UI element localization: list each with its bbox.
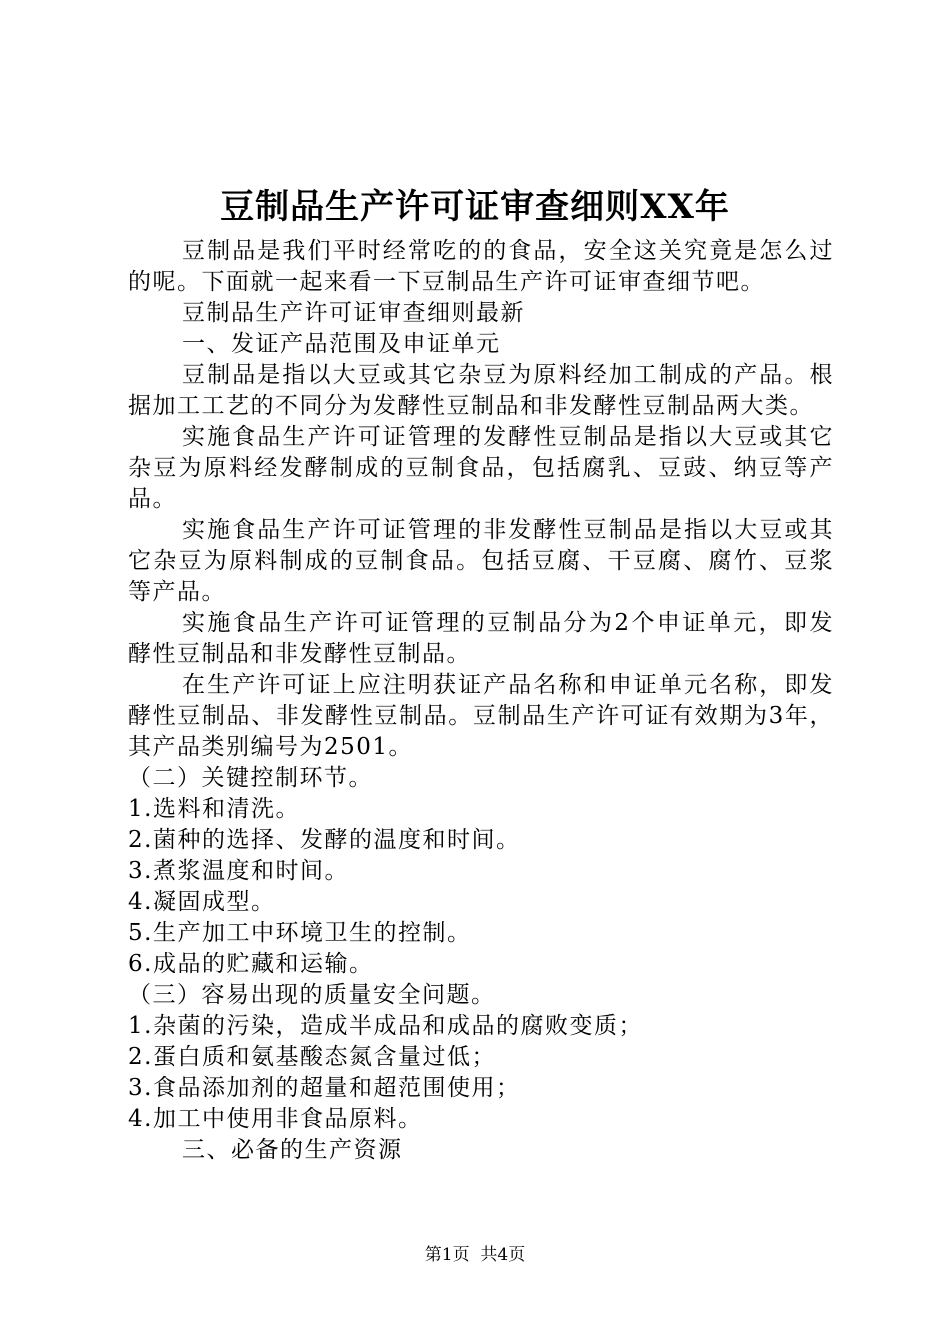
list-item: 4.凝固成型。 [128, 889, 276, 915]
list-item: 1.选料和清洗。 [128, 796, 300, 822]
body-paragraph: 实施食品生产许可证管理的非发酵性豆制品是指以大豆或其它杂豆为原料制成的豆制食品。包括豆腐、干豆腐、腐竹、豆浆等产品。 [128, 517, 834, 605]
list-item: 6.成品的贮藏和运输。 [128, 951, 374, 977]
list-item: 2.蛋白质和氨基酸态氮含量过低； [128, 1044, 496, 1070]
list-item: 5.生产加工中环境卫生的控制。 [128, 920, 472, 946]
page-number: 第1页 共4页 [424, 1245, 526, 1265]
section-heading-1: 一、发证产品范围及申证单元 [182, 331, 501, 357]
intro-paragraph: 豆制品是我们平时经常吃的的食品，安全这关究竟是怎么过的呢。下面就一起来看一下豆制品生产许可证审查细节吧。 [128, 238, 834, 295]
body-paragraph: 实施食品生产许可证管理的发酵性豆制品是指以大豆或其它杂豆为原料经发酵制成的豆制食品，包括腐乳、豆豉、纳豆等产品。 [128, 424, 834, 512]
body-paragraph: 在生产许可证上应注明获证产品名称和申证单元名称，即发酵性豆制品、非发酵性豆制品。豆制品生产许可证有效期为3年，其产品类别编号为2501。 [128, 672, 834, 760]
list-item: 4.加工中使用非食品原料。 [128, 1106, 423, 1132]
list-item: 3.煮浆温度和时间。 [128, 858, 349, 884]
list-item: 3.食品添加剂的超量和超范围使用； [128, 1075, 521, 1101]
body-paragraph: 实施食品生产许可证管理的豆制品分为2个申证单元，即发酵性豆制品和非发酵性豆制品。 [128, 610, 834, 667]
subtitle-line: 豆制品生产许可证审查细则最新 [182, 300, 525, 326]
page-footer [0, 1243, 950, 1267]
subsection-heading-3: （三）容易出现的质量安全问题。 [128, 982, 496, 1008]
body-paragraph: 豆制品是指以大豆或其它杂豆为原料经加工制成的产品。根据加工工艺的不同分为发酵性豆制品和非发酵性豆制品两大类。 [128, 362, 834, 419]
list-item: 2.菌种的选择、发酵的温度和时间。 [128, 827, 521, 853]
subsection-heading-2: （二）关键控制环节。 [128, 765, 373, 791]
document-body [128, 236, 834, 1166]
list-item: 1.杂菌的污染，造成半成品和成品的腐败变质； [128, 1013, 643, 1039]
document-title: 豆制品生产许可证审查细则XX年 [220, 187, 730, 227]
section-heading-3: 三、必备的生产资源 [182, 1137, 403, 1163]
